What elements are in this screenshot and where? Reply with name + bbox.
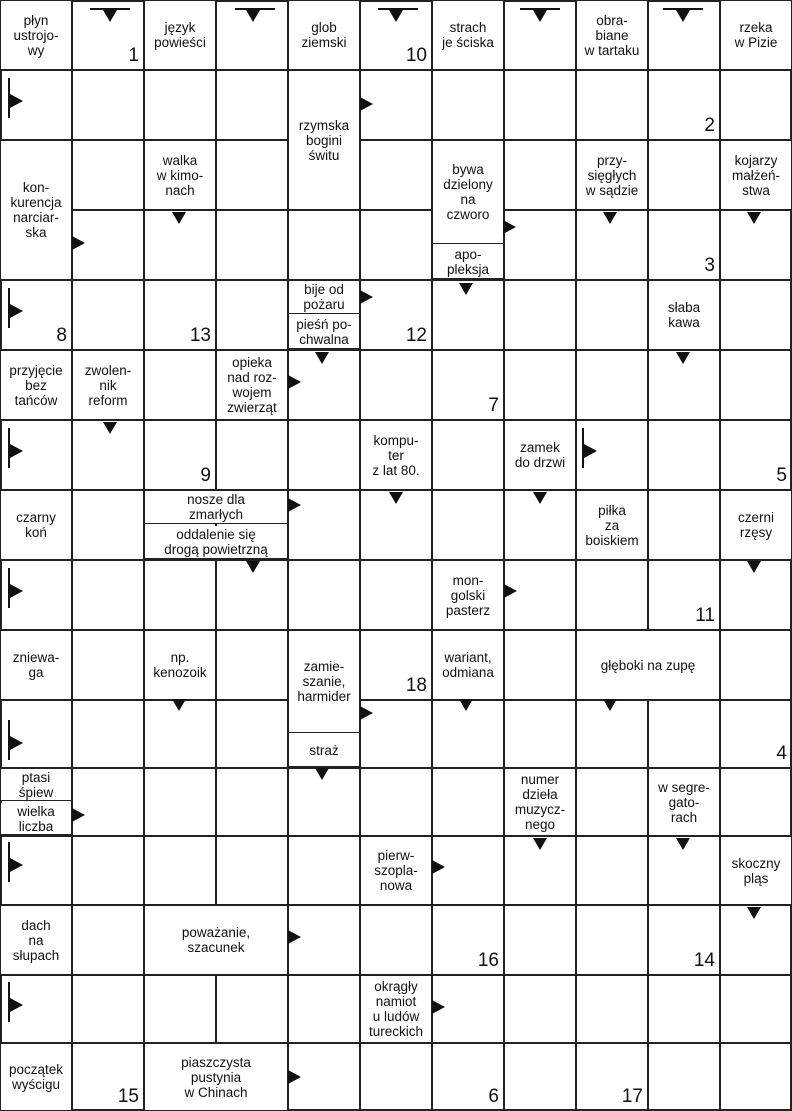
clue-cell: głęboki na zupę bbox=[577, 631, 719, 699]
clue-cell: bije od pożaru bbox=[289, 281, 359, 314]
grid-line-vertical bbox=[359, 0, 361, 1111]
cell-number: 13 bbox=[189, 325, 211, 346]
grid-line-vertical bbox=[71, 0, 73, 1111]
clue-cell: początek wyścigu bbox=[1, 1044, 71, 1110]
arrow-down-icon bbox=[389, 10, 403, 22]
arrow-down-icon bbox=[533, 492, 547, 504]
clue-cell: rzeka w Pizie bbox=[721, 1, 791, 69]
corner-marker-icon bbox=[235, 8, 275, 10]
cell-number: 10 bbox=[405, 45, 427, 66]
flag-start-icon bbox=[8, 982, 24, 1022]
grid-line-horizontal bbox=[0, 559, 792, 561]
cell-number: 14 bbox=[693, 950, 715, 971]
clue-cell: obra- biane w tartaku bbox=[577, 1, 647, 69]
arrow-right-icon bbox=[360, 290, 373, 304]
clue-cell: zamek do drzwi bbox=[505, 421, 575, 489]
cell-number: 18 bbox=[405, 675, 427, 696]
corner-marker-icon bbox=[90, 8, 130, 10]
cell-number: 5 bbox=[776, 465, 787, 486]
clue-cell: okrągły namiot u ludów tureckich bbox=[361, 976, 431, 1042]
cell-number: 17 bbox=[621, 1086, 643, 1107]
clue-cell: pierw- szopla- nowa bbox=[361, 837, 431, 904]
clue-cell: w segre- gato- rach bbox=[649, 769, 719, 835]
cell-number: 15 bbox=[117, 1086, 139, 1107]
clue-cell: nosze dla zmarłych bbox=[145, 491, 287, 524]
arrow-down-icon bbox=[315, 352, 329, 364]
arrow-right-icon bbox=[72, 808, 85, 822]
clue-cell: kon- kurencja narciar- ska bbox=[1, 141, 71, 279]
arrow-down-icon bbox=[676, 10, 690, 22]
clue-cell: język powieści bbox=[145, 1, 215, 69]
clue-cell: płyn ustrojo- wy bbox=[1, 1, 71, 69]
arrow-right-icon bbox=[288, 1070, 301, 1084]
clue-cell: przyjęcie bez tańców bbox=[1, 351, 71, 419]
arrow-down-icon bbox=[246, 561, 260, 573]
grid-line-horizontal bbox=[0, 139, 792, 141]
clue-cell: bywa dzielony na czworo bbox=[433, 141, 503, 244]
grid-line-horizontal bbox=[0, 1042, 792, 1044]
clue-cell: wariant, odmiana bbox=[433, 631, 503, 699]
arrow-right-icon bbox=[360, 706, 373, 720]
grid-line-vertical bbox=[647, 0, 649, 1111]
arrow-down-icon bbox=[676, 352, 690, 364]
arrow-down-icon bbox=[315, 768, 329, 780]
corner-marker-icon bbox=[520, 8, 560, 10]
arrow-down-icon bbox=[747, 561, 761, 573]
clue-cell: zniewa- ga bbox=[1, 631, 71, 699]
cell-number: 4 bbox=[776, 743, 787, 764]
corner-marker-icon bbox=[378, 8, 418, 10]
corner-marker-icon bbox=[663, 8, 703, 10]
arrow-down-icon bbox=[533, 10, 547, 22]
grid-line-horizontal bbox=[0, 69, 792, 71]
arrow-down-icon bbox=[676, 838, 690, 850]
grid-line-horizontal bbox=[0, 699, 792, 701]
cell-number: 11 bbox=[695, 605, 715, 626]
cell-number: 9 bbox=[200, 465, 211, 486]
clue-cell: poważanie, szacunek bbox=[145, 906, 287, 974]
grid-line-horizontal bbox=[0, 1109, 792, 1111]
clue-cell: mon- golski pasterz bbox=[433, 561, 503, 629]
grid-line-horizontal bbox=[0, 904, 792, 906]
flag-start-icon bbox=[8, 288, 24, 328]
flag-start-icon bbox=[8, 720, 24, 760]
clue-cell: czarny koń bbox=[1, 491, 71, 559]
clue-cell: piaszczysta pustynia w Chinach bbox=[145, 1044, 287, 1110]
arrow-down-icon bbox=[747, 907, 761, 919]
clue-cell: ptasi śpiew bbox=[1, 769, 71, 801]
clue-cell: numer dzieła muzycz- nego bbox=[505, 769, 575, 835]
clue-cell: glob ziemski bbox=[289, 1, 359, 69]
arrow-down-icon bbox=[459, 699, 473, 711]
flag-start-icon bbox=[8, 78, 24, 118]
clue-cell: pieśń po- chwalna bbox=[289, 316, 359, 349]
grid-line-horizontal bbox=[0, 0, 792, 2]
clue-cell: opieka nad roz- wojem zwierząt bbox=[217, 351, 287, 419]
cell-number: 2 bbox=[704, 115, 715, 136]
clue-cell: przy- sięgłych w sądzie bbox=[577, 141, 647, 209]
arrow-right-icon bbox=[288, 498, 301, 512]
arrow-down-icon bbox=[246, 10, 260, 22]
clue-cell: czerni rzęsy bbox=[721, 491, 791, 559]
clue-cell: kompu- ter z lat 80. bbox=[361, 421, 431, 489]
flag-start-icon bbox=[8, 428, 24, 468]
arrow-down-icon bbox=[172, 699, 186, 711]
clue-cell: wielka liczba bbox=[1, 803, 71, 835]
flag-start-icon bbox=[8, 568, 24, 608]
clue-cell: dach na słupach bbox=[1, 906, 71, 974]
clue-cell: słaba kawa bbox=[649, 281, 719, 349]
cell-number: 8 bbox=[56, 325, 67, 346]
arrow-right-icon bbox=[504, 584, 517, 598]
arrow-right-icon bbox=[360, 97, 373, 111]
arrow-down-icon bbox=[103, 422, 117, 434]
clue-cell: rzymska bogini świtu bbox=[289, 71, 359, 209]
clue-cell: kojarzy małżeń- stwa bbox=[721, 141, 791, 209]
arrow-down-icon bbox=[603, 212, 617, 224]
clue-cell: straż bbox=[289, 735, 359, 767]
cell-number: 3 bbox=[704, 255, 715, 276]
arrow-right-icon bbox=[288, 930, 301, 944]
grid-line-horizontal bbox=[0, 489, 792, 491]
clue-cell: walka w kimo- nach bbox=[145, 141, 215, 209]
cell-number: 6 bbox=[488, 1086, 499, 1107]
grid-line-vertical bbox=[503, 0, 505, 1111]
arrow-down-icon bbox=[603, 699, 617, 711]
arrow-right-icon bbox=[432, 860, 445, 874]
arrow-right-icon bbox=[503, 220, 516, 234]
clue-cell: zamie- szanie, harmider bbox=[289, 631, 359, 733]
arrow-down-icon bbox=[103, 10, 117, 22]
arrow-down-icon bbox=[389, 492, 403, 504]
clue-cell: zwolen- nik reform bbox=[73, 351, 143, 419]
arrow-down-icon bbox=[172, 212, 186, 224]
arrow-right-icon bbox=[288, 375, 301, 389]
arrow-down-icon bbox=[747, 212, 761, 224]
cell-number: 1 bbox=[128, 45, 139, 66]
arrow-right-icon bbox=[432, 1000, 445, 1014]
clue-cell: piłka za boiskiem bbox=[577, 491, 647, 559]
clue-cell: strach je ściska bbox=[433, 1, 503, 69]
grid-line-horizontal bbox=[0, 209, 792, 211]
flag-start-icon bbox=[8, 842, 24, 882]
arrow-down-icon bbox=[533, 838, 547, 850]
clue-cell: skoczny pląs bbox=[721, 837, 791, 904]
clue-cell: np. kenozoik bbox=[145, 631, 215, 699]
arrow-right-icon bbox=[72, 236, 85, 250]
clue-cell: apo- pleksja bbox=[433, 246, 503, 279]
cell-number: 7 bbox=[488, 395, 499, 416]
flag-start-icon bbox=[582, 428, 598, 468]
clue-cell: oddalenie się drogą powietrzną bbox=[145, 526, 287, 559]
cell-number: 16 bbox=[477, 950, 499, 971]
arrow-down-icon bbox=[459, 283, 473, 295]
cell-number: 12 bbox=[405, 325, 427, 346]
